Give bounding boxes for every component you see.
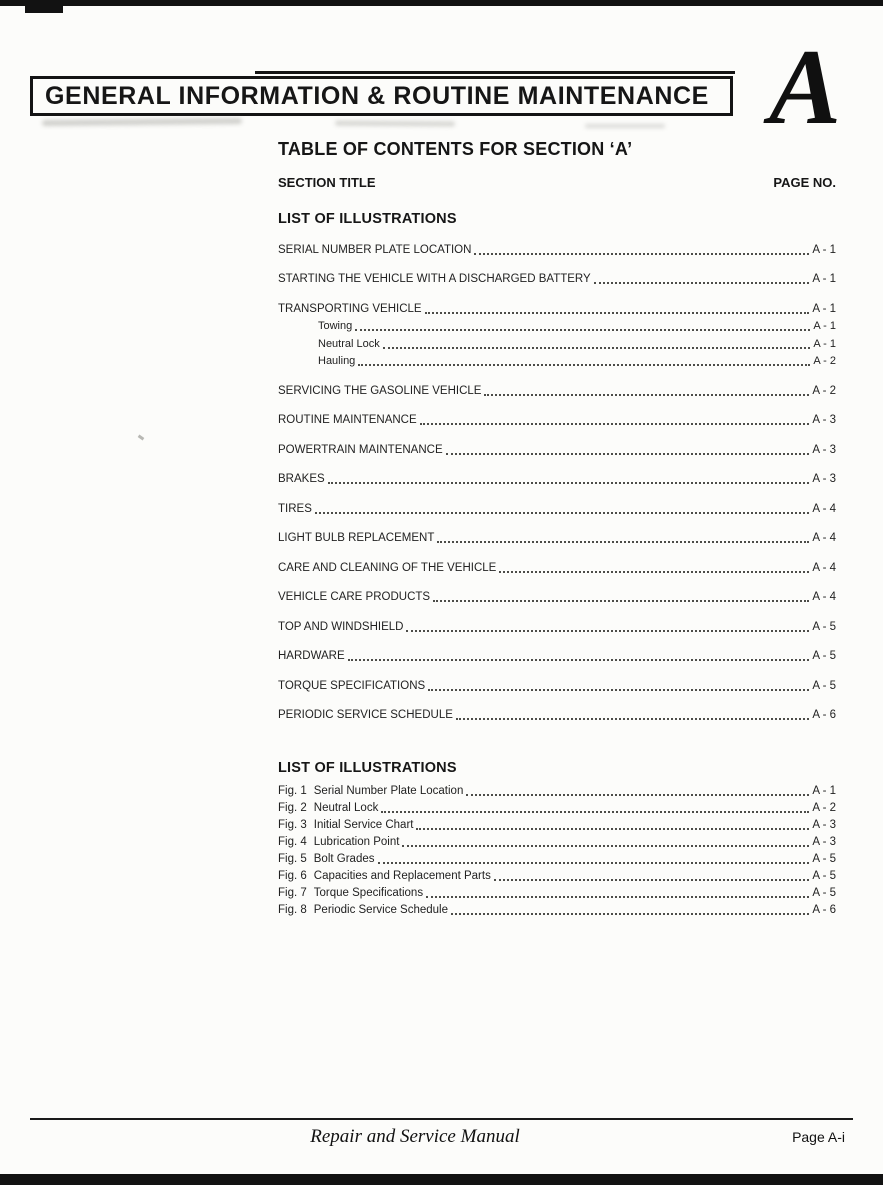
toc-row [278, 320, 836, 333]
toc-row [278, 621, 836, 634]
sections-heading: LIST OF ILLUSTRATIONS [278, 211, 457, 227]
toc-entry-page: A - 5 [812, 620, 836, 633]
figure-number: Fig. 4 [278, 836, 307, 848]
figure-page: A - 5 [812, 887, 836, 899]
figure-title: Initial Service Chart [313, 819, 414, 831]
illustration-row [278, 819, 836, 832]
figure-title: Bolt Grades [313, 853, 375, 865]
figure-page: A - 2 [812, 802, 836, 814]
illustration-row [278, 887, 836, 900]
dot-leader [426, 896, 809, 898]
toc-row [278, 503, 836, 516]
toc-entry-page: A - 1 [813, 337, 836, 350]
dot-leader [466, 794, 809, 796]
toc-entry-title: VEHICLE CARE PRODUCTS [278, 591, 431, 603]
dot-leader [383, 347, 811, 349]
dot-leader [402, 845, 809, 847]
section-header-title: GENERAL INFORMATION & ROUTINE MAINTENANCE [45, 81, 709, 110]
toc-entry-page: A - 4 [812, 561, 836, 574]
toc-entry-page: A - 3 [812, 443, 836, 456]
toc-entry-title: BRAKES [278, 473, 325, 485]
header-box-topline [255, 71, 735, 74]
scan-top-bar [0, 0, 883, 6]
dot-leader [420, 423, 810, 425]
toc-row [278, 444, 836, 457]
toc-entry-page: A - 1 [812, 243, 836, 256]
illustration-row [278, 853, 836, 866]
dot-leader [381, 811, 809, 813]
toc-entry-title: Towing [318, 320, 353, 332]
column-header-section-title: SECTION TITLE [278, 175, 376, 190]
toc-row [278, 338, 836, 351]
toc-entry-title: TOP AND WINDSHIELD [278, 620, 404, 633]
dot-leader [494, 879, 810, 881]
figure-number: Fig. 2 [278, 802, 307, 814]
toc-entry-page: A - 2 [813, 355, 836, 367]
illustration-row [278, 836, 836, 849]
dot-leader [484, 394, 809, 396]
dot-leader [348, 659, 810, 661]
toc-row [278, 562, 836, 575]
dot-leader [433, 600, 809, 602]
illustration-row [278, 870, 836, 883]
toc-entry-title: Neutral Lock [318, 337, 380, 350]
illustration-row [278, 802, 836, 815]
section-letter: A [768, 28, 841, 147]
dot-leader [378, 862, 810, 864]
dot-leader [594, 282, 810, 284]
column-headers [278, 175, 836, 190]
toc-entry-title: STARTING THE VEHICLE WITH A DISCHARGED BATTERY [278, 273, 591, 285]
column-header-page-no: PAGE NO. [773, 175, 836, 190]
toc-entry-page: A - 1 [812, 273, 836, 285]
dot-leader [355, 329, 810, 331]
toc-row [278, 355, 836, 368]
toc-entry-title: POWERTRAIN MAINTENANCE [278, 443, 443, 456]
toc-entry-title: PERIODIC SERVICE SCHEDULE [278, 709, 453, 721]
dot-leader [456, 718, 809, 720]
toc-entry-title: HARDWARE [278, 650, 345, 662]
footer-rule [30, 1118, 853, 1120]
figure-number: Fig. 6 [278, 870, 307, 882]
toc-row [278, 591, 836, 604]
figure-number: Fig. 8 [278, 904, 307, 916]
scan-smudge [335, 121, 455, 127]
toc-entry-page: A - 4 [812, 591, 836, 603]
toc-entry-title: CARE AND CLEANING OF THE VEHICLE [278, 561, 497, 574]
toc-row [278, 273, 836, 286]
toc-row [278, 532, 836, 545]
toc-entry-page: A - 3 [812, 414, 836, 426]
figure-title: Torque Specifications [313, 887, 424, 899]
toc-entry-title: TRANSPORTING VEHICLE [278, 302, 422, 315]
scan-corner-mark [25, 0, 63, 13]
figure-number: Fig. 1 [278, 785, 307, 797]
toc-entry-page: A - 4 [812, 502, 836, 515]
toc-row [278, 385, 836, 398]
toc-row [278, 244, 836, 257]
figure-page: A - 1 [812, 785, 836, 797]
toc-entry-page: A - 5 [812, 650, 836, 662]
toc-entry-title: TIRES [278, 502, 312, 515]
toc-row [278, 650, 836, 663]
figure-number: Fig. 3 [278, 819, 307, 831]
figure-page: A - 5 [812, 853, 836, 865]
figure-title: Serial Number Plate Location [313, 785, 464, 797]
toc-entry-title: ROUTINE MAINTENANCE [278, 414, 417, 426]
dot-leader [315, 512, 809, 514]
scan-smudge [585, 124, 665, 128]
toc-entry-page: A - 5 [812, 679, 836, 692]
toc-entry-page: A - 1 [812, 302, 836, 315]
toc-entry-page: A - 4 [812, 532, 836, 544]
dot-leader [437, 541, 809, 543]
footer-manual-title: Repair and Service Manual [310, 1126, 520, 1147]
dot-leader [446, 453, 810, 455]
toc-entry-page: A - 6 [812, 709, 836, 721]
figure-number: Fig. 5 [278, 853, 307, 865]
scan-stray-mark [138, 435, 145, 441]
toc-row [278, 414, 836, 427]
toc-entry-page: A - 3 [812, 473, 836, 485]
figure-title: Periodic Service Schedule [313, 904, 449, 916]
figure-number: Fig. 7 [278, 887, 307, 899]
toc-entry-title: SERIAL NUMBER PLATE LOCATION [278, 243, 472, 256]
figure-page: A - 5 [812, 870, 836, 882]
figure-page: A - 3 [812, 819, 836, 831]
footer-page-number: Page A-i [792, 1129, 845, 1145]
figure-title: Capacities and Replacement Parts [313, 870, 491, 882]
page-title: TABLE OF CONTENTS FOR SECTION ‘A’ [278, 139, 633, 159]
toc-row [278, 680, 836, 693]
toc-row [278, 709, 836, 722]
scan-bottom-bar [0, 1174, 883, 1185]
toc-entry-page: A - 1 [813, 320, 836, 332]
scan-smudge [42, 118, 242, 126]
illustration-row [278, 904, 836, 917]
illustration-row [278, 785, 836, 798]
toc-entry-title: LIGHT BULB REPLACEMENT [278, 532, 435, 544]
toc-content [278, 139, 836, 917]
toc-entry-title: SERVICING THE GASOLINE VEHICLE [278, 384, 482, 397]
dot-leader [328, 482, 810, 484]
dot-leader [416, 828, 809, 830]
toc-row [278, 473, 836, 486]
illustrations-list [278, 785, 836, 917]
dot-leader [406, 630, 809, 632]
illustrations-heading: LIST OF ILLUSTRATIONS [278, 760, 457, 776]
dot-leader [499, 571, 809, 573]
toc-list [278, 244, 836, 723]
figure-page: A - 6 [812, 904, 836, 916]
toc-row [278, 303, 836, 316]
dot-leader [474, 253, 809, 255]
section-header-box [30, 76, 733, 116]
toc-entry-title: TORQUE SPECIFICATIONS [278, 679, 426, 692]
figure-page: A - 3 [812, 836, 836, 848]
dot-leader [451, 913, 809, 915]
dot-leader [428, 689, 809, 691]
figure-title: Neutral Lock [313, 802, 379, 814]
toc-entry-title: Hauling [318, 355, 356, 367]
toc-entry-page: A - 2 [812, 384, 836, 397]
figure-title: Lubrication Point [313, 836, 400, 848]
dot-leader [358, 364, 810, 366]
dot-leader [425, 312, 810, 314]
